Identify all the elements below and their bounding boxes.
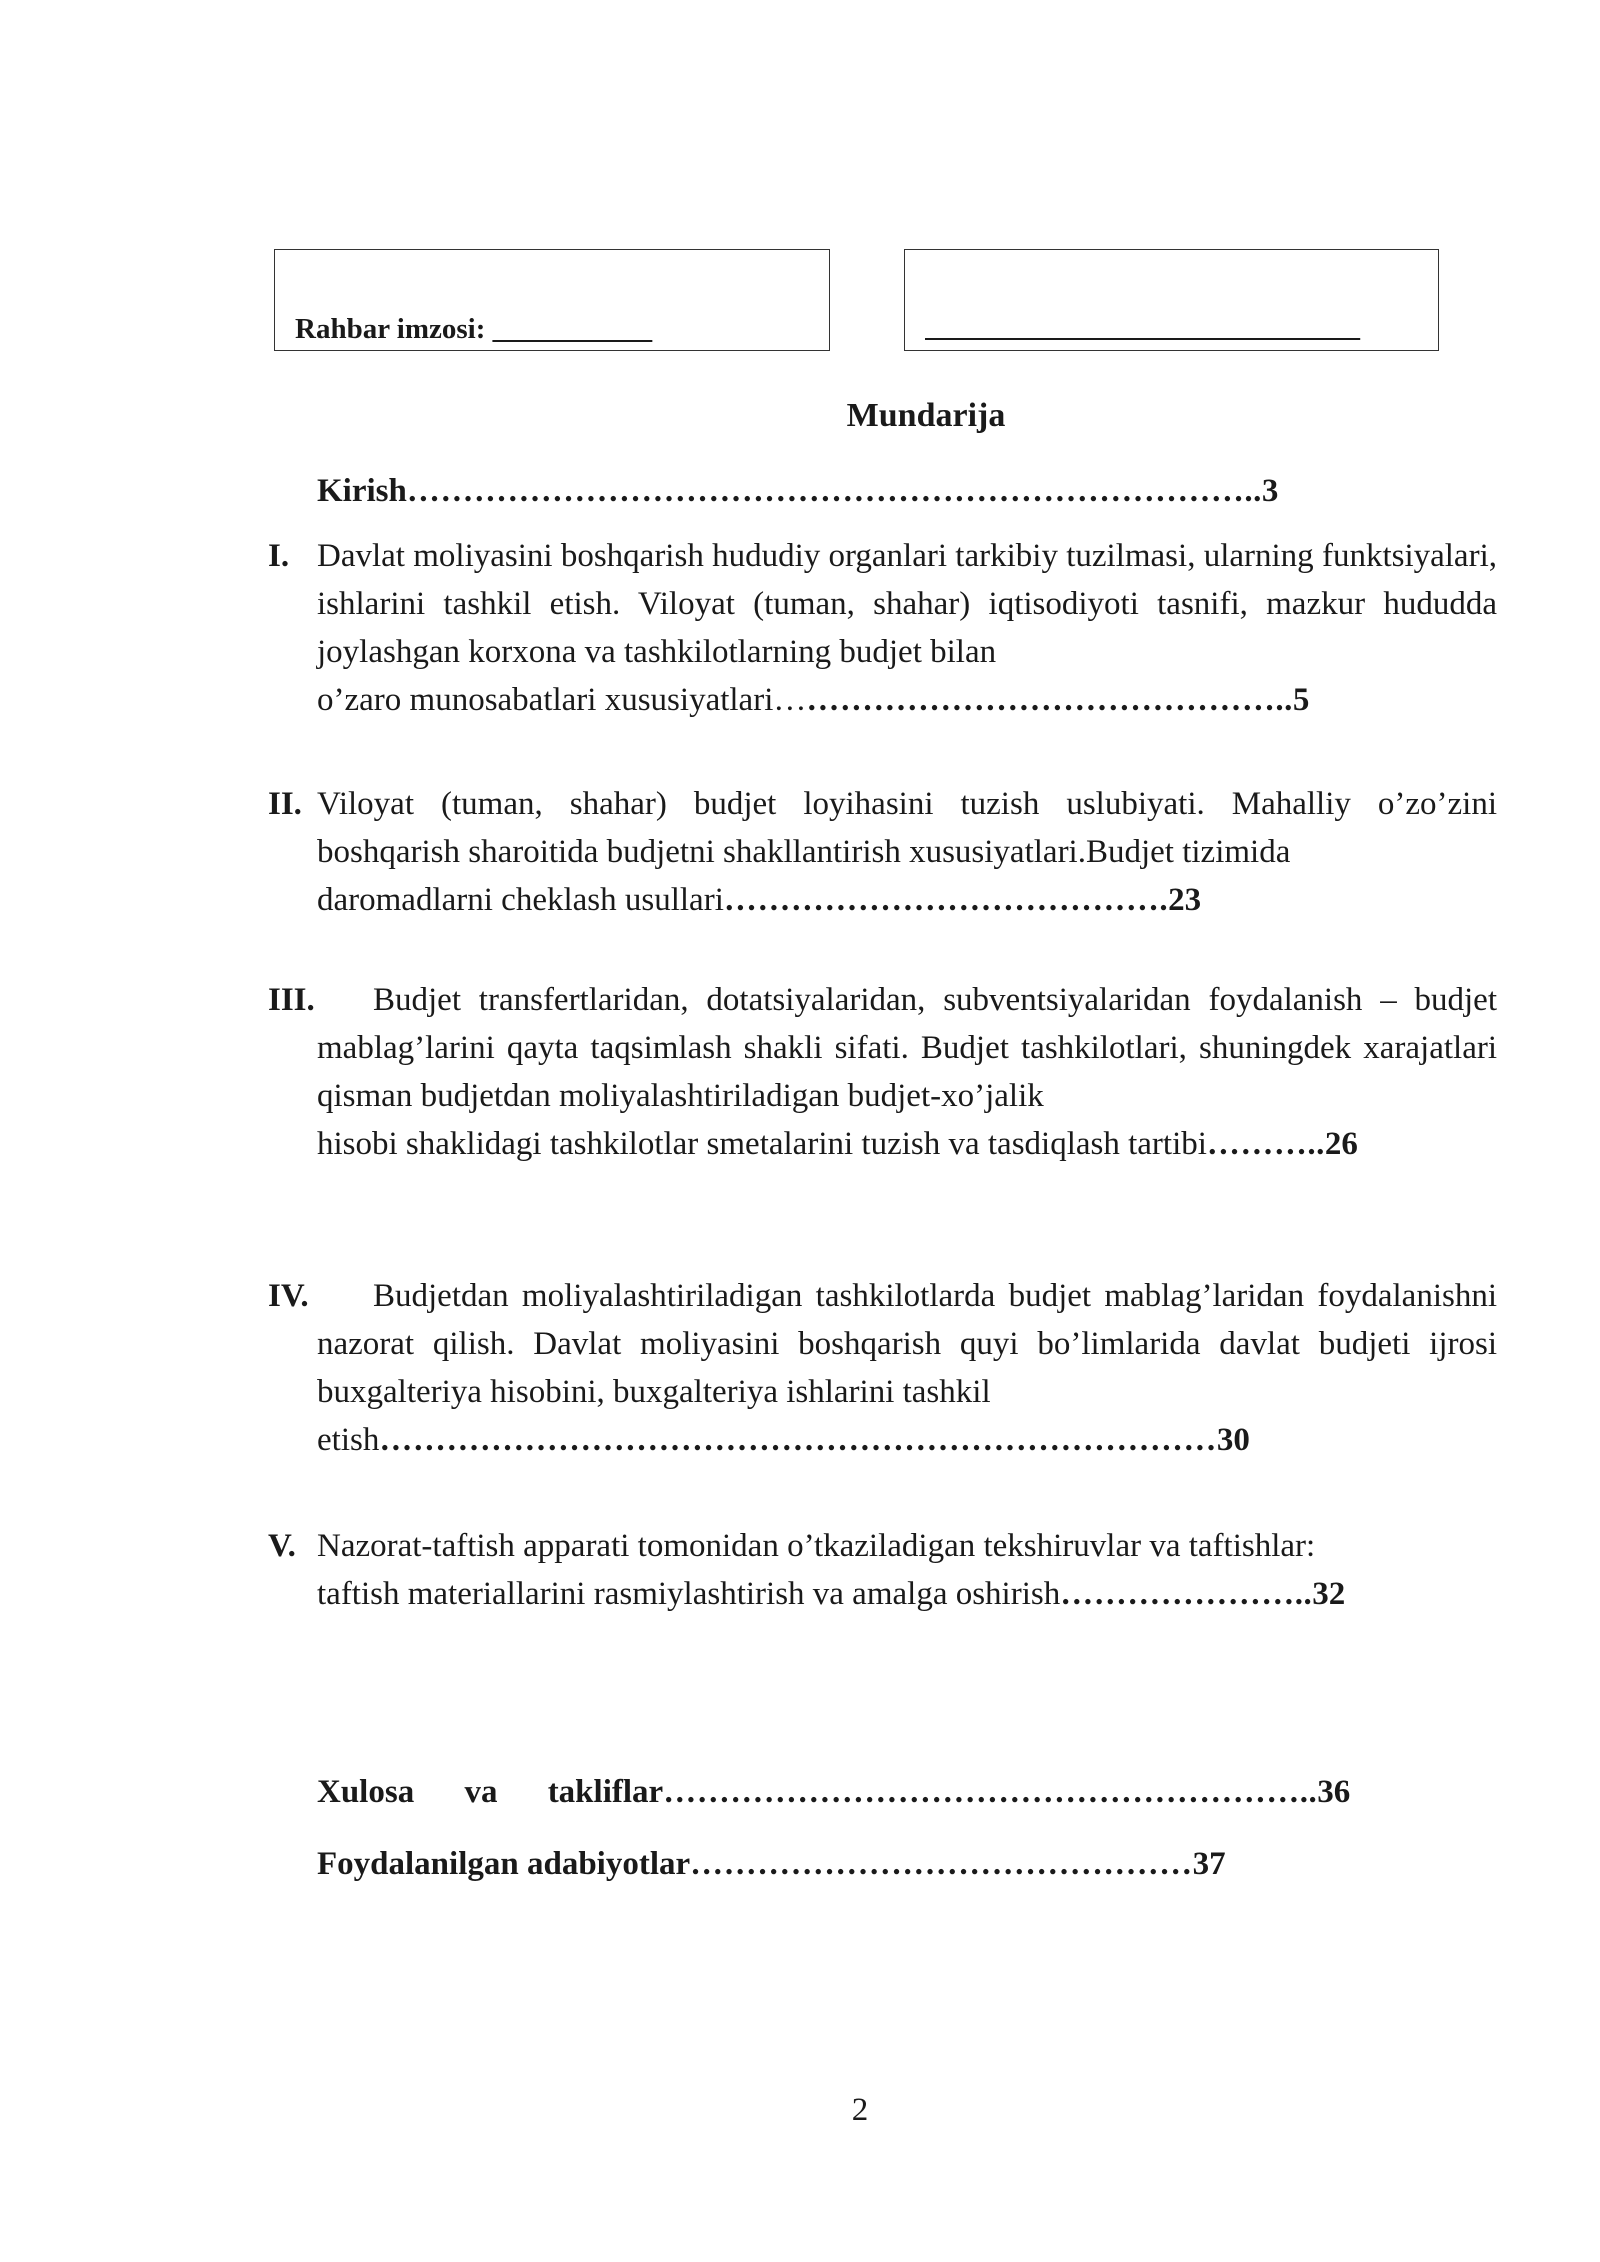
toc-leader-dots: ………………………………………………….. xyxy=(663,1774,1318,1810)
signature-label: Rahbar imzosi: ___________ xyxy=(295,313,653,345)
section-numeral: I. xyxy=(268,538,290,574)
section-title: Viloyat (tuman, shahar) budjet loyihasini tuzish uslubiyati. Mahalliy o’zo’zini boshqarish sharoitida budjetni shakllantirish xususiyatlari.Budjet tizimida xyxy=(317,786,1497,870)
signature-box-right xyxy=(904,249,1439,351)
toc-entry-references[interactable] xyxy=(317,1840,1497,1888)
signature-line: ______________________________ xyxy=(925,311,1360,343)
toc-leader-dots: ……….. xyxy=(1206,1126,1325,1162)
toc-page-number: 3 xyxy=(1261,473,1279,509)
toc-entry-intro[interactable] xyxy=(317,467,1497,515)
toc-leader-dots: ………………….. xyxy=(1060,1576,1313,1612)
section-title: Budjetdan moliyalashtiriladigan tashkilotlarda budjet mablag’laridan foydalanishni nazorat qilish. Davlat moliyasini boshqarish quyi bo’limlarida davlat budjeti ijrosi buxgalteriya hisobini, buxgalteriya ishlarini tashkil xyxy=(317,1278,1497,1410)
toc-page-number: 36 xyxy=(1317,1774,1351,1810)
toc-entry-section-1[interactable] xyxy=(268,532,1497,724)
toc-leader-dots: …………………………………….. xyxy=(806,682,1293,718)
section-title: Davlat moliyasini boshqarish hududiy organlari tarkibiy tuzilmasi, ularning funktsiyalari, ishlarini tashkil etish. Viloyat (tuman, shahar) iqtisodiyoti tasnifi, mazkur hududda joylashgan korxona va tashkilotlarning budjet bilan xyxy=(317,538,1497,670)
toc-leader-dots: ………………………………………………………………….. xyxy=(406,473,1262,509)
section-title: Budjet transfertlaridan, dotatsiyalaridan, subventsiyalaridan foydalanish – budjet mablag’larini qayta taqsimlash shakli sifati. Budjet tashkilotlari, shuningdek xarajatlari qisman budjetdan moliyalashtiriladigan budjet-xo’jalik xyxy=(317,982,1497,1114)
signature-box-left xyxy=(274,249,830,351)
section-title-end: etish xyxy=(317,1422,380,1458)
toc-page-number: 23 xyxy=(1168,882,1202,918)
page-number: 2 xyxy=(851,2092,869,2128)
toc-leader-dots: …………………………………. xyxy=(723,882,1169,918)
toc-page-number: 5 xyxy=(1292,682,1310,718)
toc-entry-section-2[interactable] xyxy=(268,780,1497,924)
toc-page-number: 37 xyxy=(1192,1846,1226,1882)
toc-page-number: 30 xyxy=(1216,1422,1250,1458)
section-numeral: II. xyxy=(268,786,302,822)
section-title-end: o’zaro munosabatlari xususiyatlari… xyxy=(317,682,807,718)
section-title-end: hisobi shaklidagi tashkilotlar smetalarini tuzish va tasdiqlash tartibi xyxy=(317,1126,1207,1162)
section-title: Nazorat-taftish apparati tomonidan o’tkaziladigan tekshiruvlar va taftishlar: xyxy=(317,1528,1316,1564)
section-numeral: V. xyxy=(268,1528,296,1564)
toc-entry-label: Foydalanilgan adabiyotlar xyxy=(317,1846,691,1882)
toc-leader-dots: ……………………………………… xyxy=(690,1846,1193,1882)
toc-page-number: 32 xyxy=(1312,1576,1346,1612)
section-numeral: IV. xyxy=(268,1278,309,1314)
toc-entry-label: Xulosa va takliflar xyxy=(317,1774,664,1810)
toc-entry-label: Kirish xyxy=(317,473,407,509)
section-title-end: daromadlarni cheklash usullari xyxy=(317,882,724,918)
toc-entry-section-4[interactable] xyxy=(268,1272,1497,1464)
toc-title: Mundarija xyxy=(846,397,1006,434)
section-numeral: III. xyxy=(268,982,315,1018)
toc-entry-section-5[interactable] xyxy=(268,1522,1497,1618)
toc-leader-dots: ………………………………………………………………… xyxy=(379,1422,1217,1458)
toc-page-number: 26 xyxy=(1324,1126,1358,1162)
toc-entry-conclusion[interactable] xyxy=(317,1768,1497,1816)
toc-entry-section-3[interactable] xyxy=(268,976,1497,1168)
section-title-end: taftish materiallarini rasmiylashtirish va amalga oshirish xyxy=(317,1576,1061,1612)
